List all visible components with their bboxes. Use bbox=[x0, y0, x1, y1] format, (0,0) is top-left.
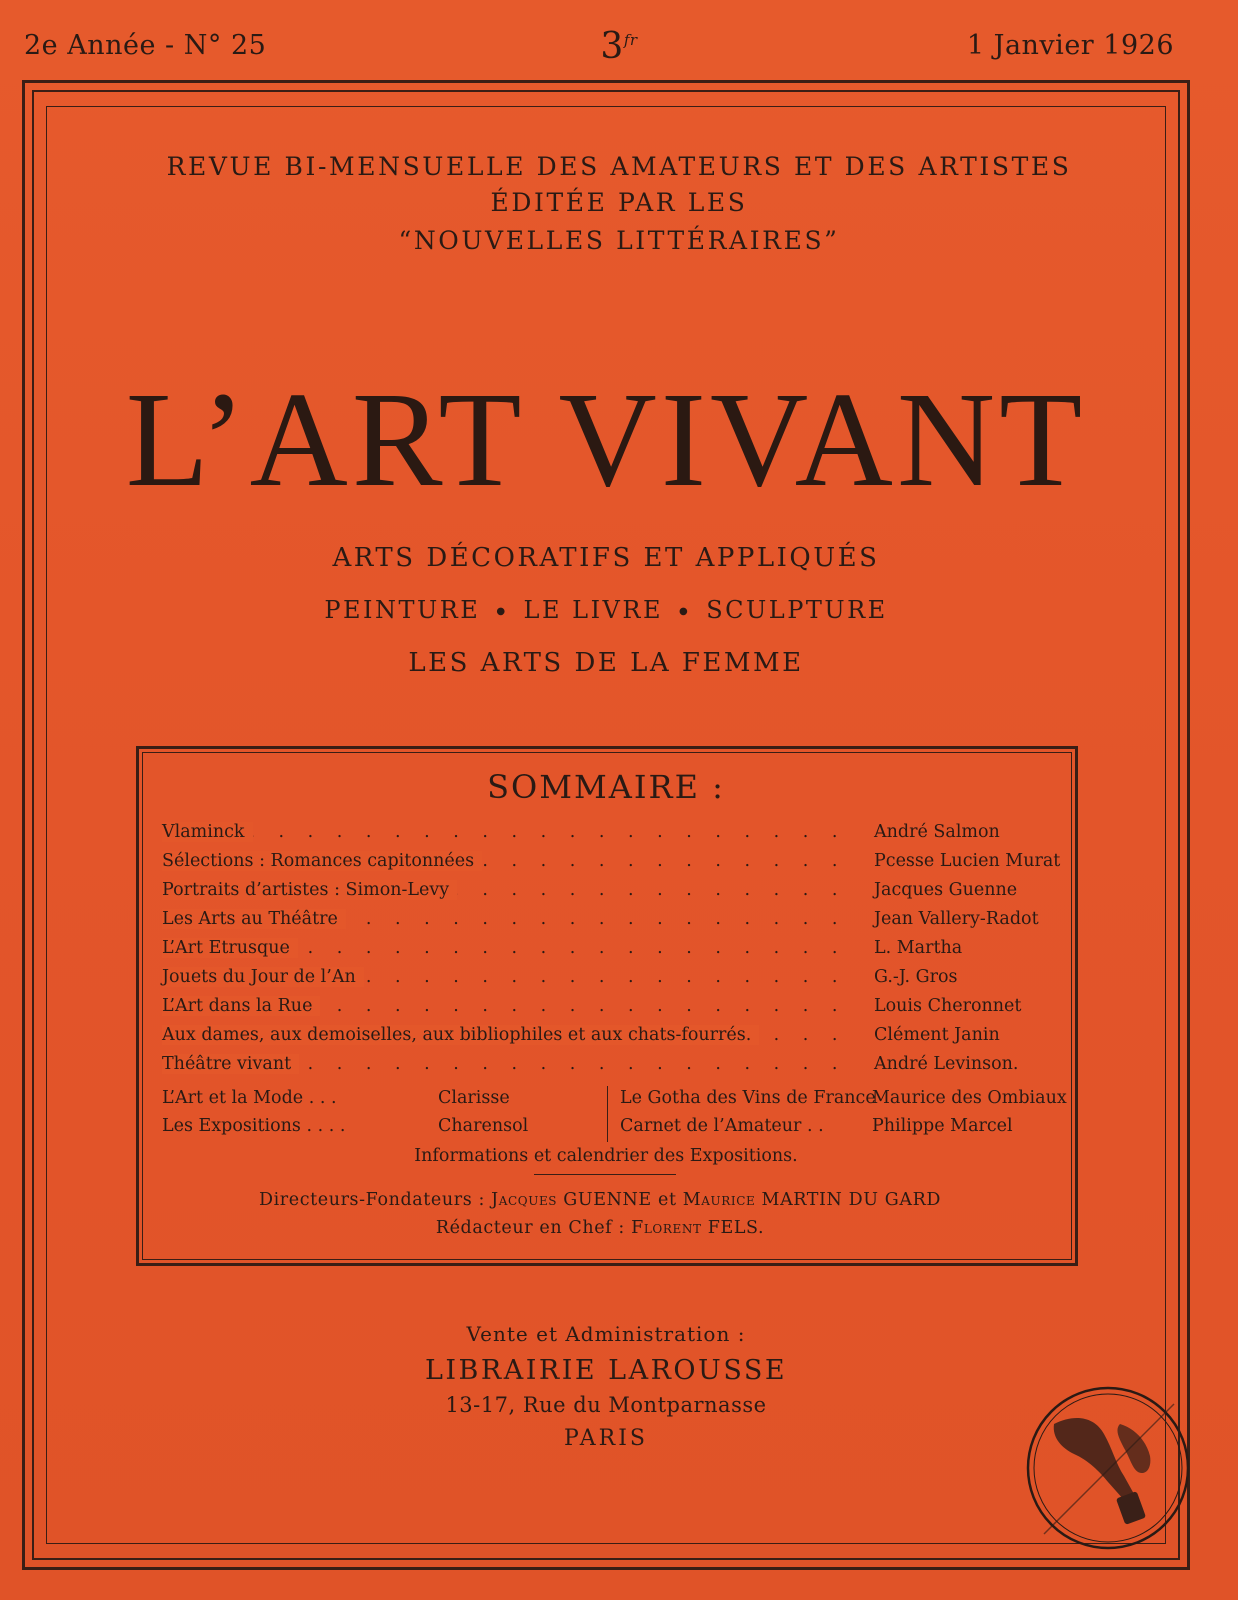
toc-author: G.-J. Gros bbox=[874, 967, 958, 987]
toc-author: Philippe Marcel bbox=[872, 1116, 1013, 1136]
toc-author: Jean Vallery-Radot bbox=[874, 909, 1039, 929]
toc-title: Les Expositions . . . . bbox=[162, 1116, 346, 1136]
toc-author: Louis Cheronnet bbox=[874, 996, 1022, 1016]
issue-date: 1 Janvier 1926 bbox=[966, 30, 1174, 61]
toc-author: L. Martha bbox=[874, 938, 963, 958]
toc-title: Théâtre vivant bbox=[162, 1054, 299, 1074]
vente-label: Vente et Administration : bbox=[466, 1322, 746, 1346]
info-line: Informations et calendrier des Expositions. bbox=[414, 1146, 798, 1166]
editor-last: FELS. bbox=[707, 1218, 765, 1238]
toc-author: André Salmon bbox=[874, 822, 1000, 842]
toc-row bbox=[162, 818, 1042, 846]
toc-title: Les Arts au Théâtre bbox=[162, 909, 346, 929]
revue-line-3: “NOUVELLES LITTÉRAIRES” bbox=[398, 226, 840, 255]
toc-title: Carnet de l’Amateur . . bbox=[620, 1116, 824, 1136]
price-unit: fr bbox=[623, 31, 638, 49]
conjunction: et bbox=[657, 1190, 677, 1210]
directors-label: Directeurs-Fondateurs : bbox=[258, 1190, 485, 1210]
director-2-first: Maurice bbox=[682, 1190, 756, 1210]
toc-author: André Levinson. bbox=[874, 1054, 1019, 1074]
toc-row bbox=[162, 905, 1042, 933]
subtitle-peinture: PEINTURE bbox=[324, 596, 481, 624]
directors-line bbox=[0, 1190, 1200, 1210]
masthead-title: L’ART VIVANT bbox=[125, 365, 1087, 515]
divider-rule bbox=[534, 1174, 676, 1175]
toc-title: L’Art et la Mode . . . bbox=[162, 1088, 337, 1108]
toc-row bbox=[162, 934, 1042, 962]
subtitle-line-3: LES ARTS DE LA FEMME bbox=[408, 648, 804, 678]
toc-author: Clarisse bbox=[438, 1088, 510, 1108]
toc-title: L’Art Etrusque bbox=[162, 938, 298, 958]
toc-title: Aux dames, aux demoiselles, aux bibliophiles et aux chats-fourrés. bbox=[162, 1025, 759, 1045]
revue-line-2: ÉDITÉE PAR LES bbox=[490, 188, 748, 217]
director-2-last: MARTIN DU GARD bbox=[761, 1190, 941, 1210]
toc-row bbox=[162, 876, 1042, 904]
subtitle-line-2 bbox=[0, 596, 1212, 624]
toc-title: Le Gotha des Vins de France bbox=[620, 1088, 876, 1108]
toc-title: Jouets du Jour de l’An bbox=[162, 967, 364, 987]
toc-author: Charensol bbox=[438, 1116, 529, 1136]
toc-title: L’Art dans la Rue bbox=[162, 996, 320, 1016]
subtitle-sculpture: SCULPTURE bbox=[706, 596, 888, 624]
toc-row bbox=[162, 992, 1042, 1020]
director-1-first: Jacques bbox=[491, 1190, 558, 1210]
issue-number: 2e Année - N° 25 bbox=[24, 30, 267, 61]
toc-row bbox=[162, 963, 1042, 991]
toc-title: Vlaminck bbox=[162, 822, 253, 842]
toc-author: Clément Janin bbox=[874, 1025, 1000, 1045]
publisher-address: 13-17, Rue du Montparnasse bbox=[445, 1393, 767, 1417]
subtitle-line-1: ARTS DÉCORATIFS ET APPLIQUÉS bbox=[332, 543, 880, 573]
editor-label: Rédacteur en Chef : bbox=[435, 1218, 625, 1238]
revue-line-1: REVUE BI-MENSUELLE DES AMATEURS ET DES ARTISTES bbox=[166, 152, 1072, 181]
director-1-last: GUENNE bbox=[563, 1190, 652, 1210]
editor-first: Florent bbox=[631, 1218, 702, 1238]
toc-split-row bbox=[162, 1084, 1067, 1112]
toc-author: Jacques Guenne bbox=[874, 880, 1018, 900]
toc-row bbox=[162, 847, 1061, 875]
toc-title: Portraits d’artistes : Simon-Levy bbox=[162, 880, 457, 900]
toc-row bbox=[162, 1050, 1042, 1078]
toc-title: Sélections : Romances capitonnées bbox=[162, 851, 482, 871]
subtitle-livre: LE LIVRE bbox=[523, 596, 663, 624]
toc-split-row bbox=[162, 1112, 1042, 1140]
column-divider bbox=[607, 1086, 608, 1142]
sommaire-heading: SOMMAIRE : bbox=[487, 768, 725, 806]
separator-dot: ● bbox=[678, 606, 691, 617]
toc-author: Maurice des Ombiaux bbox=[872, 1088, 1067, 1108]
separator-dot: ● bbox=[496, 606, 508, 617]
publisher-name: LIBRAIRIE LAROUSSE bbox=[424, 1355, 788, 1386]
toc-row bbox=[162, 1021, 1042, 1049]
toc-author: Pcesse Lucien Murat bbox=[874, 851, 1061, 871]
library-stamp-icon bbox=[1024, 1384, 1192, 1552]
price-value: 3 bbox=[600, 26, 624, 67]
editor-line bbox=[0, 1218, 1200, 1238]
publisher-city: PARIS bbox=[564, 1426, 648, 1451]
